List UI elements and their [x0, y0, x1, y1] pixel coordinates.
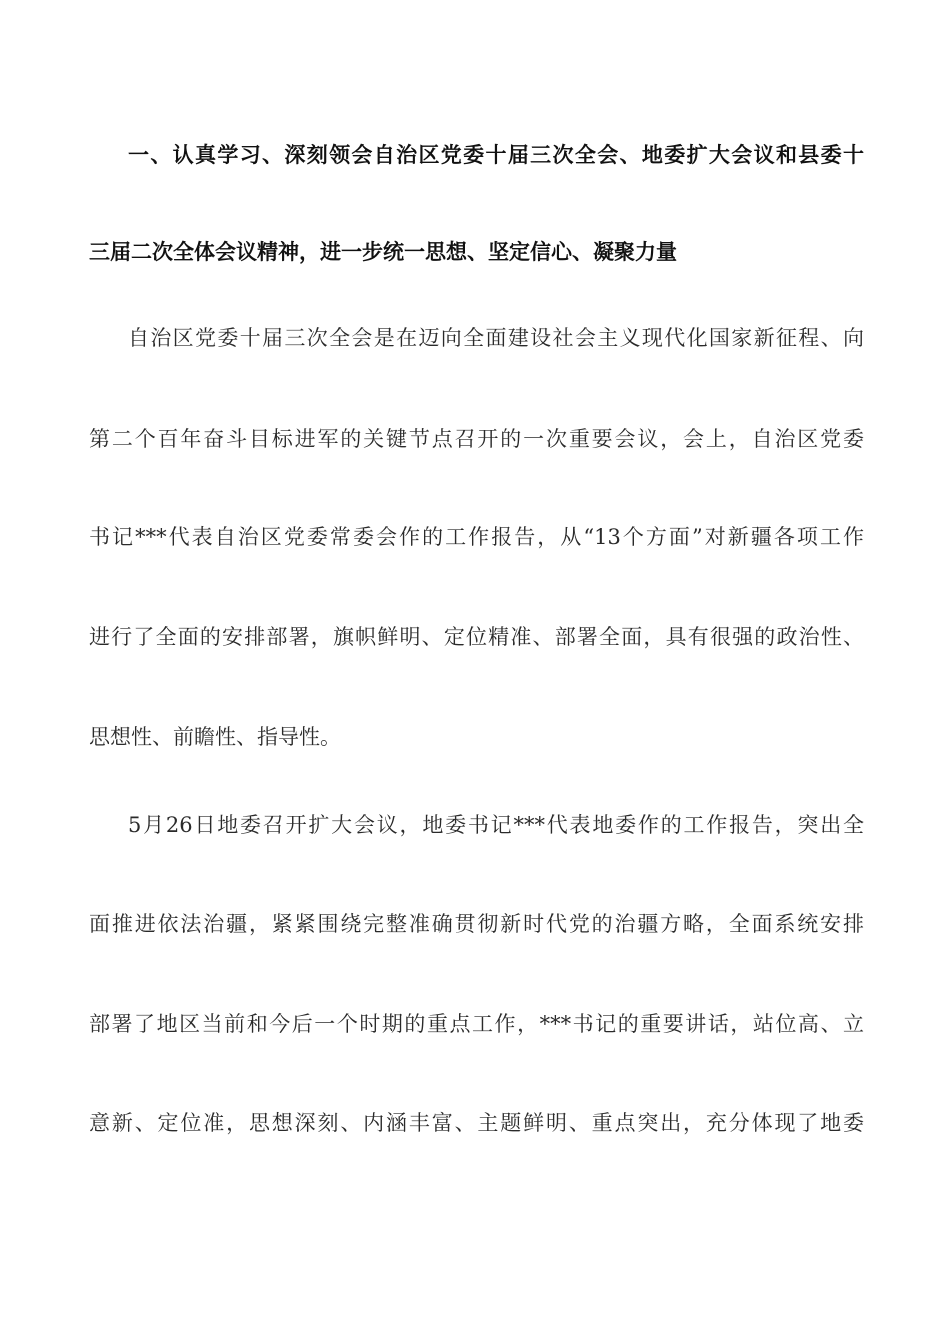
- paragraph-1-line-1: 自治区党委十届三次全会是在迈向全面建设社会主义现代化国家新征程、向: [128, 326, 864, 350]
- paragraph-2-line-4: 意新、定位准，思想深刻、内涵丰富、主题鲜明、重点突出，充分体现了地委: [89, 1111, 864, 1135]
- section-heading-line-1: 一、认真学习、深刻领会自治区党委十届三次全会、地委扩大会议和县委十: [128, 142, 864, 167]
- paragraph-2-line-2: 面推进依法治疆，紧紧围绕完整准确贯彻新时代党的治疆方略，全面系统安排: [89, 912, 864, 936]
- paragraph-2-line-1: 5月26日地委召开扩大会议，地委书记***代表地委作的工作报告，突出全: [128, 813, 864, 837]
- section-heading-line-2: 三届二次全体会议精神，进一步统一思想、坚定信心、凝聚力量: [89, 239, 677, 264]
- paragraph-2-line-3: 部署了地区当前和今后一个时期的重点工作，***书记的重要讲话，站位高、立: [89, 1012, 864, 1036]
- paragraph-1-line-4: 进行了全面的安排部署，旗帜鲜明、定位精准、部署全面，具有很强的政治性、: [89, 625, 864, 649]
- paragraph-1-line-3: 书记***代表自治区党委常委会作的工作报告，从“13个方面”对新疆各项工作: [89, 525, 864, 549]
- paragraph-1-line-5: 思想性、前瞻性、指导性。: [89, 725, 341, 749]
- paragraph-1-line-2: 第二个百年奋斗目标进军的关键节点召开的一次重要会议，会上，自治区党委: [89, 427, 864, 451]
